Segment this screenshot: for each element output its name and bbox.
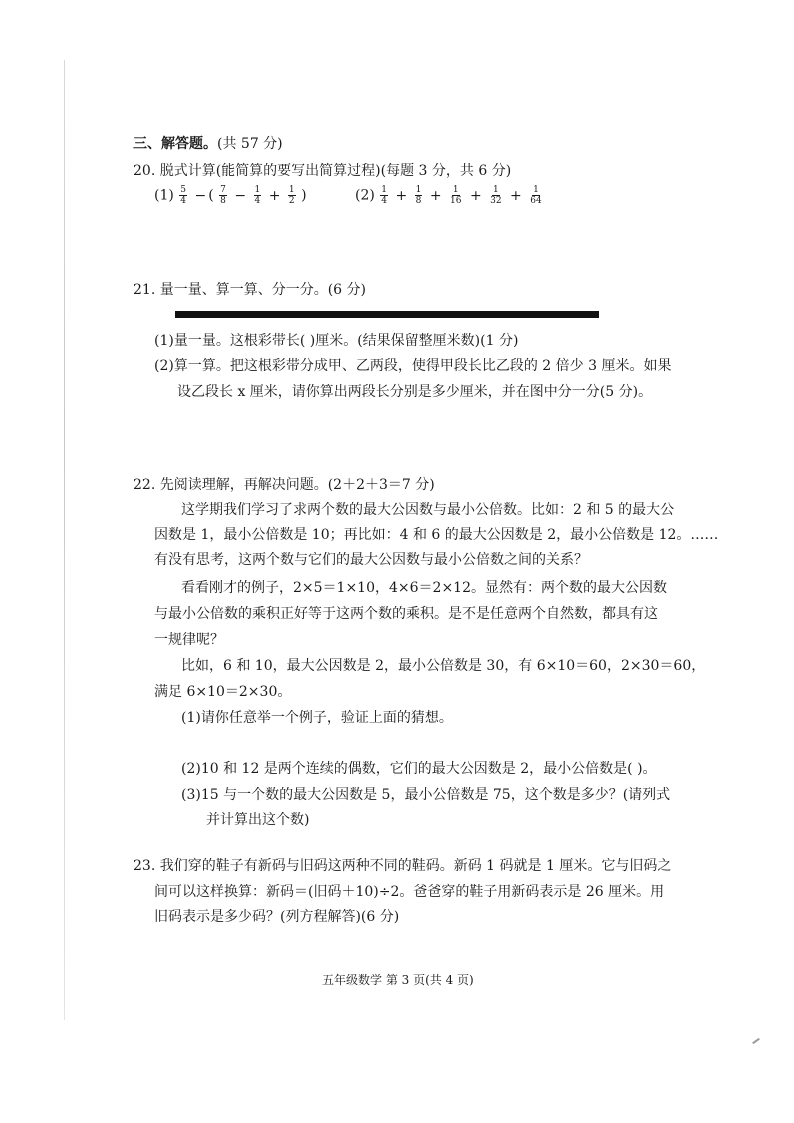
numerator: 1 xyxy=(493,185,499,195)
q22-part3-line1: (3)15 与一个数的最大公因数是 5，最小公倍数是 75，这个数是多少？(请列式 xyxy=(181,787,671,803)
q22-para1-line2: 因数是 1，最小公倍数是 10；再比如：4 和 6 的最大公因数是 2，最小公倍数是 12。…… xyxy=(154,527,719,543)
q22-para1-line1: 这学期我们学习了求两个数的最大公因数与最小公倍数。比如：2 和 5 的最大公 xyxy=(181,502,675,518)
numerator: 1 xyxy=(452,185,459,195)
scan-edge xyxy=(64,60,65,1020)
denominator: 32 xyxy=(490,196,502,206)
ribbon-bar xyxy=(175,311,599,318)
scan-mark xyxy=(752,1038,760,1044)
fraction xyxy=(219,185,227,206)
denominator: 2 xyxy=(288,196,295,206)
q22-part1: (1)请你任意举一个例子，验证上面的猜想。 xyxy=(181,710,453,726)
operator: + xyxy=(429,187,442,204)
operator: + xyxy=(395,187,408,204)
numerator: 1 xyxy=(381,185,388,195)
fraction xyxy=(415,185,423,206)
numerator: 1 xyxy=(415,185,422,195)
numerator: 1 xyxy=(254,185,261,195)
denominator: 4 xyxy=(180,196,187,206)
fraction xyxy=(288,185,296,206)
operator: + xyxy=(469,187,482,204)
q20-title: 20. 脱式计算(能简算的要写出简算过程)(每题 3 分，共 6 分) xyxy=(133,163,512,179)
denominator: 64 xyxy=(530,196,542,206)
operator: + xyxy=(510,187,522,204)
denominator: 8 xyxy=(415,196,422,206)
section-title: 三、解答题。 xyxy=(133,136,217,152)
paren: ( xyxy=(208,187,214,204)
q23-line2: 间可以这样换算：新码＝(旧码＋10)÷2。爸爸穿的鞋子用新码表示是 26 厘米。用 xyxy=(154,884,665,900)
denominator: 4 xyxy=(381,196,388,206)
page-footer: 五年级数学 第 3 页(共 4 页) xyxy=(322,973,474,987)
q23-line1: 23. 我们穿的鞋子有新码与旧码这两种不同的鞋码。新码 1 码就是 1 厘米。它与旧码之 xyxy=(133,858,672,874)
paren: ) xyxy=(301,187,307,204)
q22-para3-line2: 满足 6×10＝2×30。 xyxy=(154,684,292,700)
q22-title: 22. 先阅读理解，再解决问题。(2＋2＋3＝7 分) xyxy=(133,477,435,493)
q21-title: 21. 量一量、算一算、分一分。(6 分) xyxy=(133,282,366,298)
q22-part2: (2)10 和 12 是两个连续的偶数，它们的最大公因数是 2，最小公倍数是( )。 xyxy=(181,761,657,777)
section-heading xyxy=(133,134,283,154)
q23-line3: 旧码表示是多少码？(列方程解答)(6 分) xyxy=(154,909,400,925)
q21-part2-line2: 设乙段长 x 厘米，请你算出两段长分别是多少厘米，并在图中分一分(5 分)。 xyxy=(177,384,653,400)
q20-part2 xyxy=(355,185,544,206)
q22-part3-line2: 并计算出这个数) xyxy=(206,812,310,828)
fraction xyxy=(489,185,502,206)
denominator: 8 xyxy=(220,196,226,206)
operator: − xyxy=(194,187,207,204)
q22-para2-line2: 与最小公倍数的乘积正好等于这两个数的乘积。是不是任意两个自然数，都具有这 xyxy=(154,606,658,622)
numerator: 1 xyxy=(533,185,539,195)
q22-para3-line1: 比如，6 和 10，最大公因数是 2，最小公倍数是 30，有 6×10＝60，2×30＝60， xyxy=(181,658,706,674)
section-score: (共 57 分) xyxy=(217,136,283,152)
fraction xyxy=(449,185,462,206)
numerator: 7 xyxy=(220,185,226,195)
denominator: 16 xyxy=(450,196,462,206)
operator: + xyxy=(268,187,281,204)
q22-para2-line1: 看看刚才的例子，2×5＝1×10，4×6＝2×12。显然有：两个数的最大公因数 xyxy=(181,580,667,596)
q22-para1-line3: 有没有思考，这两个数与它们的最大公因数与最小公倍数之间的关系？ xyxy=(154,552,588,568)
denominator: 4 xyxy=(254,196,261,206)
fraction xyxy=(179,185,187,206)
q20-part1-label: (1) xyxy=(154,187,174,204)
q20-part1 xyxy=(154,185,307,206)
fraction xyxy=(529,185,542,206)
operator: − xyxy=(234,187,247,204)
fraction xyxy=(254,185,262,206)
q20-part2-label: (2) xyxy=(355,187,375,204)
fraction xyxy=(380,185,388,206)
q21-part1: (1)量一量。这根彩带长( )厘米。(结果保留整厘米数)(1 分) xyxy=(154,333,519,349)
numerator: 1 xyxy=(288,185,295,195)
q22-para2-line3: 一规律呢？ xyxy=(154,632,224,648)
numerator: 5 xyxy=(180,185,187,195)
q21-part2-line1: (2)算一算。把这根彩带分成甲、乙两段，使得甲段长比乙段的 2 倍少 3 厘米。如果 xyxy=(154,358,672,374)
